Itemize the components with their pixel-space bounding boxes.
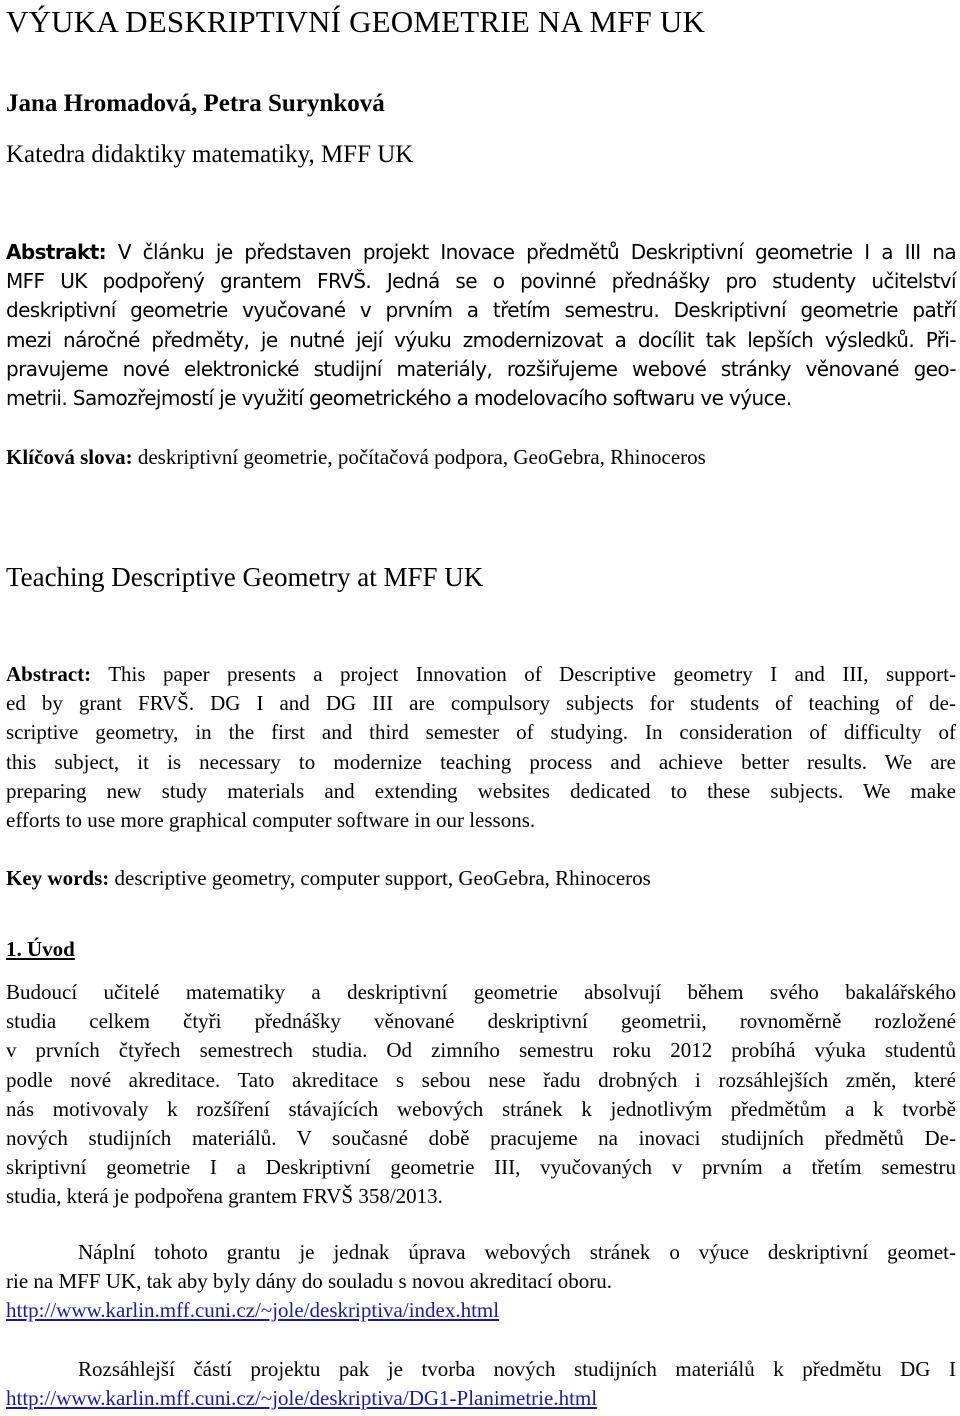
abstract-en-line: efforts to use more graphical computer software in our lessons. — [6, 808, 536, 833]
paper-authors: Jana Hromadová, Petra Surynková — [6, 90, 385, 117]
abstract-cz-line: Abstrakt: V článku je představen projekt Inovace předmětů Deskriptivní geometrie I a III na — [6, 240, 956, 264]
link-dg1-planimetrie[interactable]: http://www.karlin.mff.cuni.cz/~jole/deskriptiva/DG1-Planimetrie.html — [6, 1386, 598, 1411]
keywords-en-label: Key words: — [6, 866, 110, 890]
abstract-en-line: ed by grant FRVŠ. DG I and DG III are compulsory subjects for students of teaching of de- — [6, 691, 956, 716]
abstract-en-line: scriptive geometry, in the first and third semester of studying. In consideration of difficulty of — [6, 720, 956, 745]
body-line: studia, která je podpořena grantem FRVŠ 358/2013. — [6, 1184, 443, 1209]
paper-affiliation: Katedra didaktiky matematiky, MFF UK — [6, 141, 414, 168]
abstract-en-line: this subject, it is necessary to modernize teaching process and achieve better results. We are — [6, 749, 956, 774]
body-line: rie na MFF UK, tak aby byly dány do souladu s novou akreditací oboru. — [6, 1269, 612, 1294]
abstract-en — [6, 660, 956, 835]
abstract-cz-line: pravujeme nové elektronické studijní materiály, rozšiřujeme webové stránky věnované geo- — [6, 356, 956, 381]
keywords-cz — [6, 442, 956, 472]
abstract-en-label: Abstract: — [6, 662, 92, 686]
abstract-cz-line: deskriptivní geometrie vyučované v prvním a třetím semestru. Deskriptivní geometrie patří — [6, 298, 956, 323]
body-line: Budoucí učitelé matematiky a deskriptivní geometrie absolvují během svého bakalářského — [6, 980, 956, 1004]
abstract-cz-label: Abstrakt: — [6, 240, 107, 264]
body-line: Rozsáhlejší částí projektu pak je tvorba nových studijních materiálů k předmětu DG I — [78, 1357, 956, 1381]
body-paragraph-3 — [6, 1355, 956, 1413]
abstract-cz — [6, 238, 956, 413]
abstract-cz-line: mezi náročné předměty, je nutné její výuku zmodernizovat a docílit tak lepších výsledků. Při- — [6, 327, 956, 352]
body-line: v prvních čtyřech semestrech studia. Od zimního semestru roku 2012 probíhá výuka studentů — [6, 1038, 956, 1063]
section-heading: 1. Úvod — [6, 937, 75, 961]
body-line: nových studijních materiálů. V současné době pracujeme na inovaci studijních předmětů De- — [6, 1126, 956, 1151]
keywords-cz-text: deskriptivní geometrie, počítačová podpora, GeoGebra, Rhinoceros — [132, 445, 706, 469]
keywords-en-text: descriptive geometry, computer support, GeoGebra, Rhinoceros — [109, 866, 651, 890]
abstract-en-line: preparing new study materials and extending websites dedicated to these subjects. We make — [6, 778, 956, 803]
link-deskriptiva-index[interactable]: http://www.karlin.mff.cuni.cz/~jole/deskriptiva/index.html — [6, 1298, 500, 1323]
body-paragraph-2 — [6, 1238, 956, 1326]
paper-title: VÝUKA DESKRIPTIVNÍ GEOMETRIE NA MFF UK — [6, 4, 706, 39]
keywords-cz-label: Klíčová slova: — [6, 445, 133, 469]
body-line: nás motivovaly k rozšíření stávajících webových stránek k jednotlivým předmětům a k tvorbě — [6, 1096, 956, 1121]
english-title: Teaching Descriptive Geometry at MFF UK — [6, 562, 484, 592]
body-line: skriptivní geometrie I a Deskriptivní geometrie III, vyučovaných v prvním a třetím semestru — [6, 1155, 956, 1180]
body-line: studia celkem čtyři přednášky věnované deskriptivní geometrii, rovnoměrně rozložené — [6, 1009, 956, 1034]
keywords-en — [6, 863, 956, 893]
abstract-en-line: Abstract: This paper presents a project Innovation of Descriptive geometry I and III, support- — [6, 662, 956, 686]
body-paragraph-1 — [6, 978, 956, 1212]
body-line: podle nové akreditace. Tato akreditace s sebou nese řadu drobných i rozsáhlejších změn, které — [6, 1067, 956, 1092]
abstract-cz-line: MFF UK podpořený grantem FRVŠ. Jedná se o povinné přednášky pro studenty učitelství — [6, 269, 956, 294]
body-line: Náplní tohoto grantu je jednak úprava webových stránek o výuce deskriptivní geomet- — [78, 1240, 956, 1264]
abstract-cz-line: metrii. Samozřejmostí je využití geometrického a modelovacího softwaru ve výuce. — [6, 386, 792, 411]
